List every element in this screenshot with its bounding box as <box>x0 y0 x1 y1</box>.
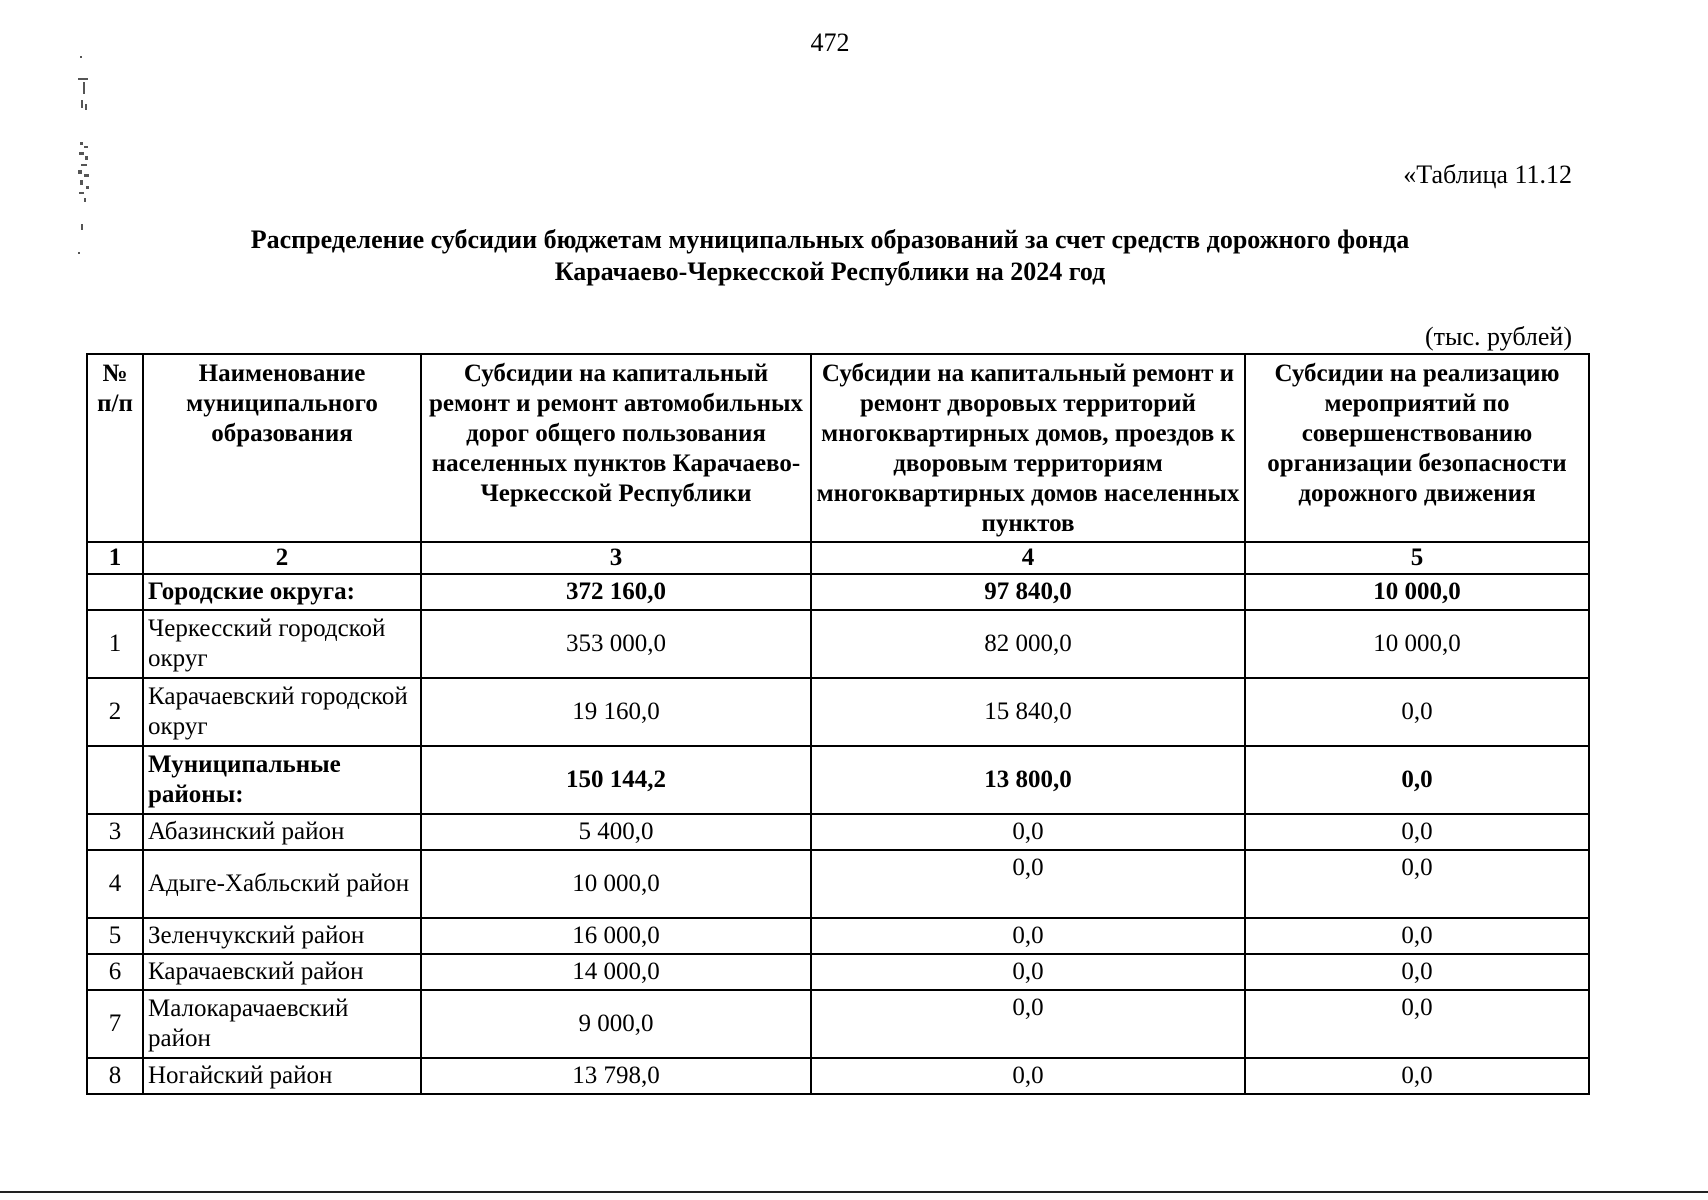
roads-subsidy-value: 16 000,0 <box>421 918 811 954</box>
municipality-name: Ногайский район <box>143 1058 421 1094</box>
table-label: «Таблица 11.12 <box>1403 160 1572 189</box>
scan-artifact <box>78 56 104 256</box>
yards-subsidy-value: 0,0 <box>811 918 1245 954</box>
page-number: 472 <box>810 28 850 57</box>
yards-subsidy-value: 0,0 <box>811 1058 1245 1094</box>
safety-subsidy-value: 10 000,0 <box>1245 574 1589 610</box>
municipality-name: Зеленчукский район <box>143 918 421 954</box>
units-note: (тыс. рублей) <box>1424 322 1572 351</box>
safety-subsidy-value: 0,0 <box>1245 678 1589 746</box>
roads-subsidy-value: 13 798,0 <box>421 1058 811 1094</box>
yards-subsidy-value: 13 800,0 <box>811 746 1245 814</box>
roads-subsidy-value: 372 160,0 <box>421 574 811 610</box>
header-yards-subsidy: Субсидии на капитальный ремонт и ремонт дворовых территорий многоквартирных домов, проездов к дворовым территориям многоквартирных домов населенных пунктов <box>811 354 1245 542</box>
row-number: 1 <box>87 610 143 678</box>
group-row-city-districts <box>87 574 1589 610</box>
safety-subsidy-value: 10 000,0 <box>1245 610 1589 678</box>
safety-subsidy-value: 0,0 <box>1245 918 1589 954</box>
header-municipality: Наименование муниципального образования <box>143 354 421 542</box>
yards-subsidy-value: 0,0 <box>811 850 1245 918</box>
safety-subsidy-value: 0,0 <box>1245 850 1589 918</box>
yards-subsidy-value: 15 840,0 <box>811 678 1245 746</box>
header-row <box>87 354 1589 542</box>
safety-subsidy-value: 0,0 <box>1245 746 1589 814</box>
yards-subsidy-value: 0,0 <box>811 954 1245 990</box>
yards-subsidy-value: 97 840,0 <box>811 574 1245 610</box>
roads-subsidy-value: 150 144,2 <box>421 746 811 814</box>
roads-subsidy-value: 19 160,0 <box>421 678 811 746</box>
column-number: 5 <box>1245 542 1589 574</box>
row-number: 6 <box>87 954 143 990</box>
title-line-1: Распределение субсидии бюджетам муниципальных образований за счет средств дорожного фонда <box>250 225 1410 254</box>
row-number: 2 <box>87 678 143 746</box>
municipality-name: Адыге-Хабльский район <box>143 850 421 918</box>
row-number: 3 <box>87 814 143 850</box>
column-number: 1 <box>87 542 143 574</box>
header-roads-subsidy: Субсидии на капитальный ремонт и ремонт автомобильных дорог общего пользования населенных пунктов Карачаево-Черкесской Республики <box>421 354 811 542</box>
municipality-name: Городские округа: <box>143 574 421 610</box>
safety-subsidy-value: 0,0 <box>1245 990 1589 1058</box>
municipality-name: Абазинский район <box>143 814 421 850</box>
header-number: № п/п <box>87 354 143 542</box>
row-number: 7 <box>87 990 143 1058</box>
table-row <box>87 954 1589 990</box>
roads-subsidy-value: 14 000,0 <box>421 954 811 990</box>
subsidy-table <box>86 353 1590 1095</box>
yards-subsidy-value: 82 000,0 <box>811 610 1245 678</box>
municipality-name: Муниципальные районы: <box>143 746 421 814</box>
municipality-name: Карачаевский городской округ <box>143 678 421 746</box>
group-row-municipal-districts <box>87 746 1589 814</box>
row-number <box>87 574 143 610</box>
table-row <box>87 610 1589 678</box>
safety-subsidy-value: 0,0 <box>1245 814 1589 850</box>
row-number: 4 <box>87 850 143 918</box>
scan-bottom-edge <box>0 1191 1708 1193</box>
row-number <box>87 746 143 814</box>
table-row <box>87 678 1589 746</box>
column-number-row <box>87 542 1589 574</box>
safety-subsidy-value: 0,0 <box>1245 954 1589 990</box>
column-number: 2 <box>143 542 421 574</box>
title-line-2: Карачаево-Черкесской Республики на 2024 год <box>554 257 1106 286</box>
table-row <box>87 1058 1589 1094</box>
roads-subsidy-value: 10 000,0 <box>421 850 811 918</box>
header-safety-subsidy: Субсидии на реализацию мероприятий по совершенствованию организации безопасности дорожного движения <box>1245 354 1589 542</box>
column-number: 4 <box>811 542 1245 574</box>
document-title <box>140 224 1520 288</box>
roads-subsidy-value: 5 400,0 <box>421 814 811 850</box>
yards-subsidy-value: 0,0 <box>811 990 1245 1058</box>
roads-subsidy-value: 9 000,0 <box>421 990 811 1058</box>
table-row <box>87 850 1589 918</box>
yards-subsidy-value: 0,0 <box>811 814 1245 850</box>
row-number: 8 <box>87 1058 143 1094</box>
column-number: 3 <box>421 542 811 574</box>
table-row <box>87 990 1589 1058</box>
roads-subsidy-value: 353 000,0 <box>421 610 811 678</box>
municipality-name: Малокарачаевский район <box>143 990 421 1058</box>
table-row <box>87 814 1589 850</box>
row-number: 5 <box>87 918 143 954</box>
municipality-name: Карачаевский район <box>143 954 421 990</box>
safety-subsidy-value: 0,0 <box>1245 1058 1589 1094</box>
table-row <box>87 918 1589 954</box>
municipality-name: Черкесский городской округ <box>143 610 421 678</box>
